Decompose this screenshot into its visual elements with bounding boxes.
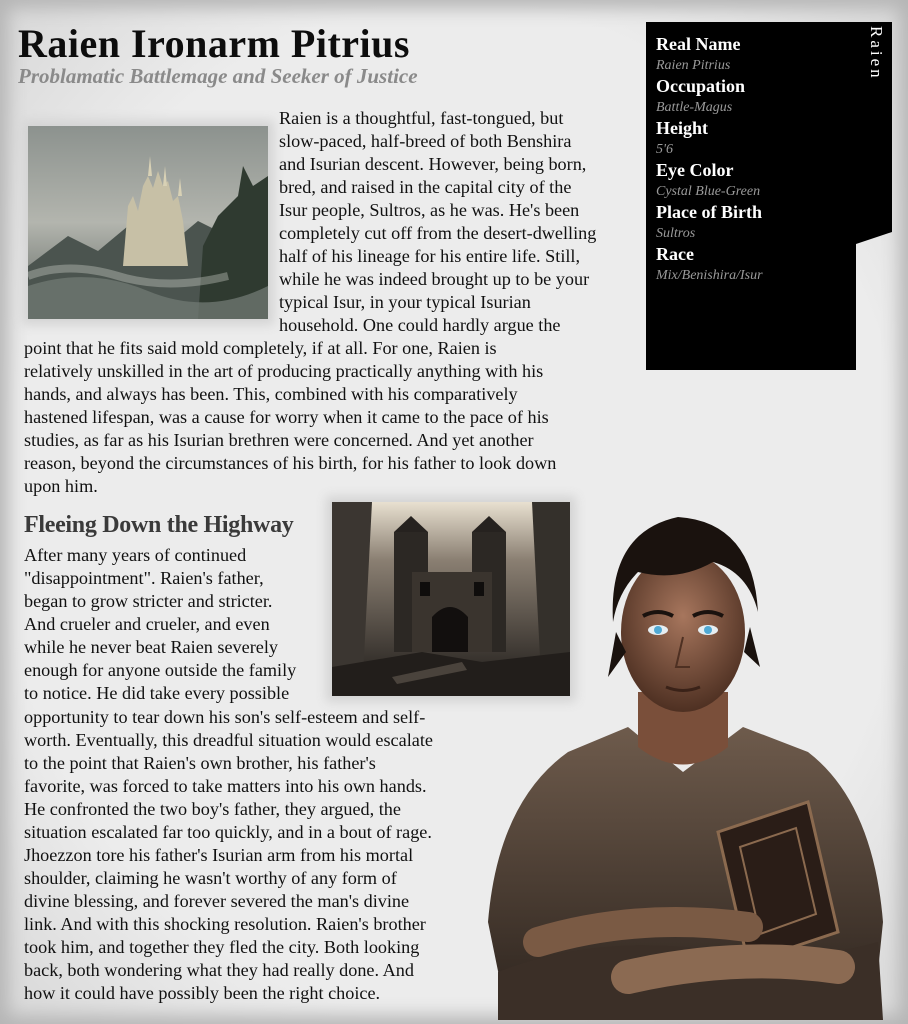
text-line: enough for anyone outside the family [24, 660, 297, 680]
text-line: how it could have possibly been the right choice. [24, 983, 381, 1003]
text-line: relatively unskilled in the art of producing practically anything with his [24, 361, 544, 381]
section-paragraph-top [24, 544, 334, 705]
intro-paragraph-bottom [24, 337, 639, 498]
info-field-label: Race [656, 244, 694, 264]
character-portrait [478, 502, 890, 1020]
text-line: point that he fits said mold completely, if at all. For one, Raien is [24, 338, 497, 358]
text-line: back, both wondering what they had really done. And [24, 960, 414, 980]
text-line: half of his lineage for his entire life. Still, [279, 246, 581, 266]
info-field-value: Sultros [656, 226, 696, 241]
text-line: household. One could hardly argue the [279, 315, 561, 335]
info-field-label: Occupation [656, 76, 746, 96]
text-line: typical Isur, in your typical Isurian [279, 292, 531, 312]
text-line: He confronted the two boy's father, they argued, the [24, 799, 401, 819]
text-line: Jhoezzon tore his father's Isurian arm from his mortal [24, 845, 414, 865]
text-line: And crueler and crueler, and even [24, 614, 270, 634]
text-line: studies, as far as his Isurian brethren were concerned. And yet another [24, 430, 534, 450]
section-heading: Fleeing Down the Highway [24, 512, 294, 538]
intro-paragraph-top [279, 107, 639, 337]
text-line: Raien is a thoughtful, fast-tongued, but [279, 108, 564, 128]
castle-image [28, 126, 268, 319]
side-tab-name: Raien [867, 26, 886, 81]
text-line: "disappointment". Raien's father, [24, 568, 264, 588]
text-line: while he was indeed brought up to be your [279, 269, 590, 289]
text-line: bred, and raised in the capital city of the [279, 177, 572, 197]
text-line: worth. Eventually, this dreadful situation would escalate [24, 730, 433, 750]
text-line: reason, beyond the circumstances of his birth, for his father to look down [24, 453, 557, 473]
info-field-label: Eye Color [656, 160, 734, 180]
text-line: took him, and together they fled the city. Both looking [24, 937, 420, 957]
text-line: After many years of continued [24, 545, 247, 565]
info-field-value: Mix/Benishira/Isur [656, 268, 763, 283]
text-line: to notice. He did take every possible [24, 683, 290, 703]
page-subtitle: Problamatic Battlemage and Seeker of Justice [18, 64, 418, 88]
text-line: completely cut off from the desert-dwelling [279, 223, 597, 243]
info-field-value: 5'6 [656, 142, 673, 157]
info-field-label: Height [656, 118, 708, 138]
info-field-label: Real Name [656, 34, 741, 54]
info-field-label: Place of Birth [656, 202, 762, 222]
castle-illustration-icon [28, 126, 268, 319]
info-field-list [656, 34, 846, 286]
text-line: hands, and always has been. This, combined with his comparatively [24, 384, 518, 404]
text-line: upon him. [24, 476, 98, 496]
info-field-value: Raien Pitrius [656, 58, 731, 73]
text-line: while he never beat Raien severely [24, 637, 279, 657]
info-field-value: Battle-Magus [656, 100, 733, 115]
text-line: divine blessing, and forever severed the man's divine [24, 891, 410, 911]
text-line: link. And with this shocking resolution. Raien's brother [24, 914, 426, 934]
text-line: and Isurian descent. However, being born, [279, 154, 587, 174]
info-field-value: Cystal Blue-Green [656, 184, 761, 199]
text-line: slow-paced, half-breed of both Benshira [279, 131, 572, 151]
character-portrait-icon [478, 502, 890, 1020]
page-title: Raien Ironarm Pitrius [18, 21, 410, 66]
text-line: Isur people, Sultros, as he was. He's been [279, 200, 580, 220]
section-paragraph-bottom [24, 706, 494, 1005]
text-line: hastened lifespan, was a cause for worry when it came to the pace of his [24, 407, 549, 427]
text-line: to the point that Raien's own brother, his father's [24, 753, 376, 773]
info-panel [646, 22, 892, 370]
text-line: opportunity to tear down his son's self-esteem and self- [24, 707, 426, 727]
text-line: began to grow stricter and stricter. [24, 591, 273, 611]
text-line: favorite, was forced to take matters into his own hands. [24, 776, 427, 796]
text-line: shoulder, claiming he wasn't worthy of any form of [24, 868, 397, 888]
text-line: situation escalated far too quickly, and in a bout of rage. [24, 822, 432, 842]
